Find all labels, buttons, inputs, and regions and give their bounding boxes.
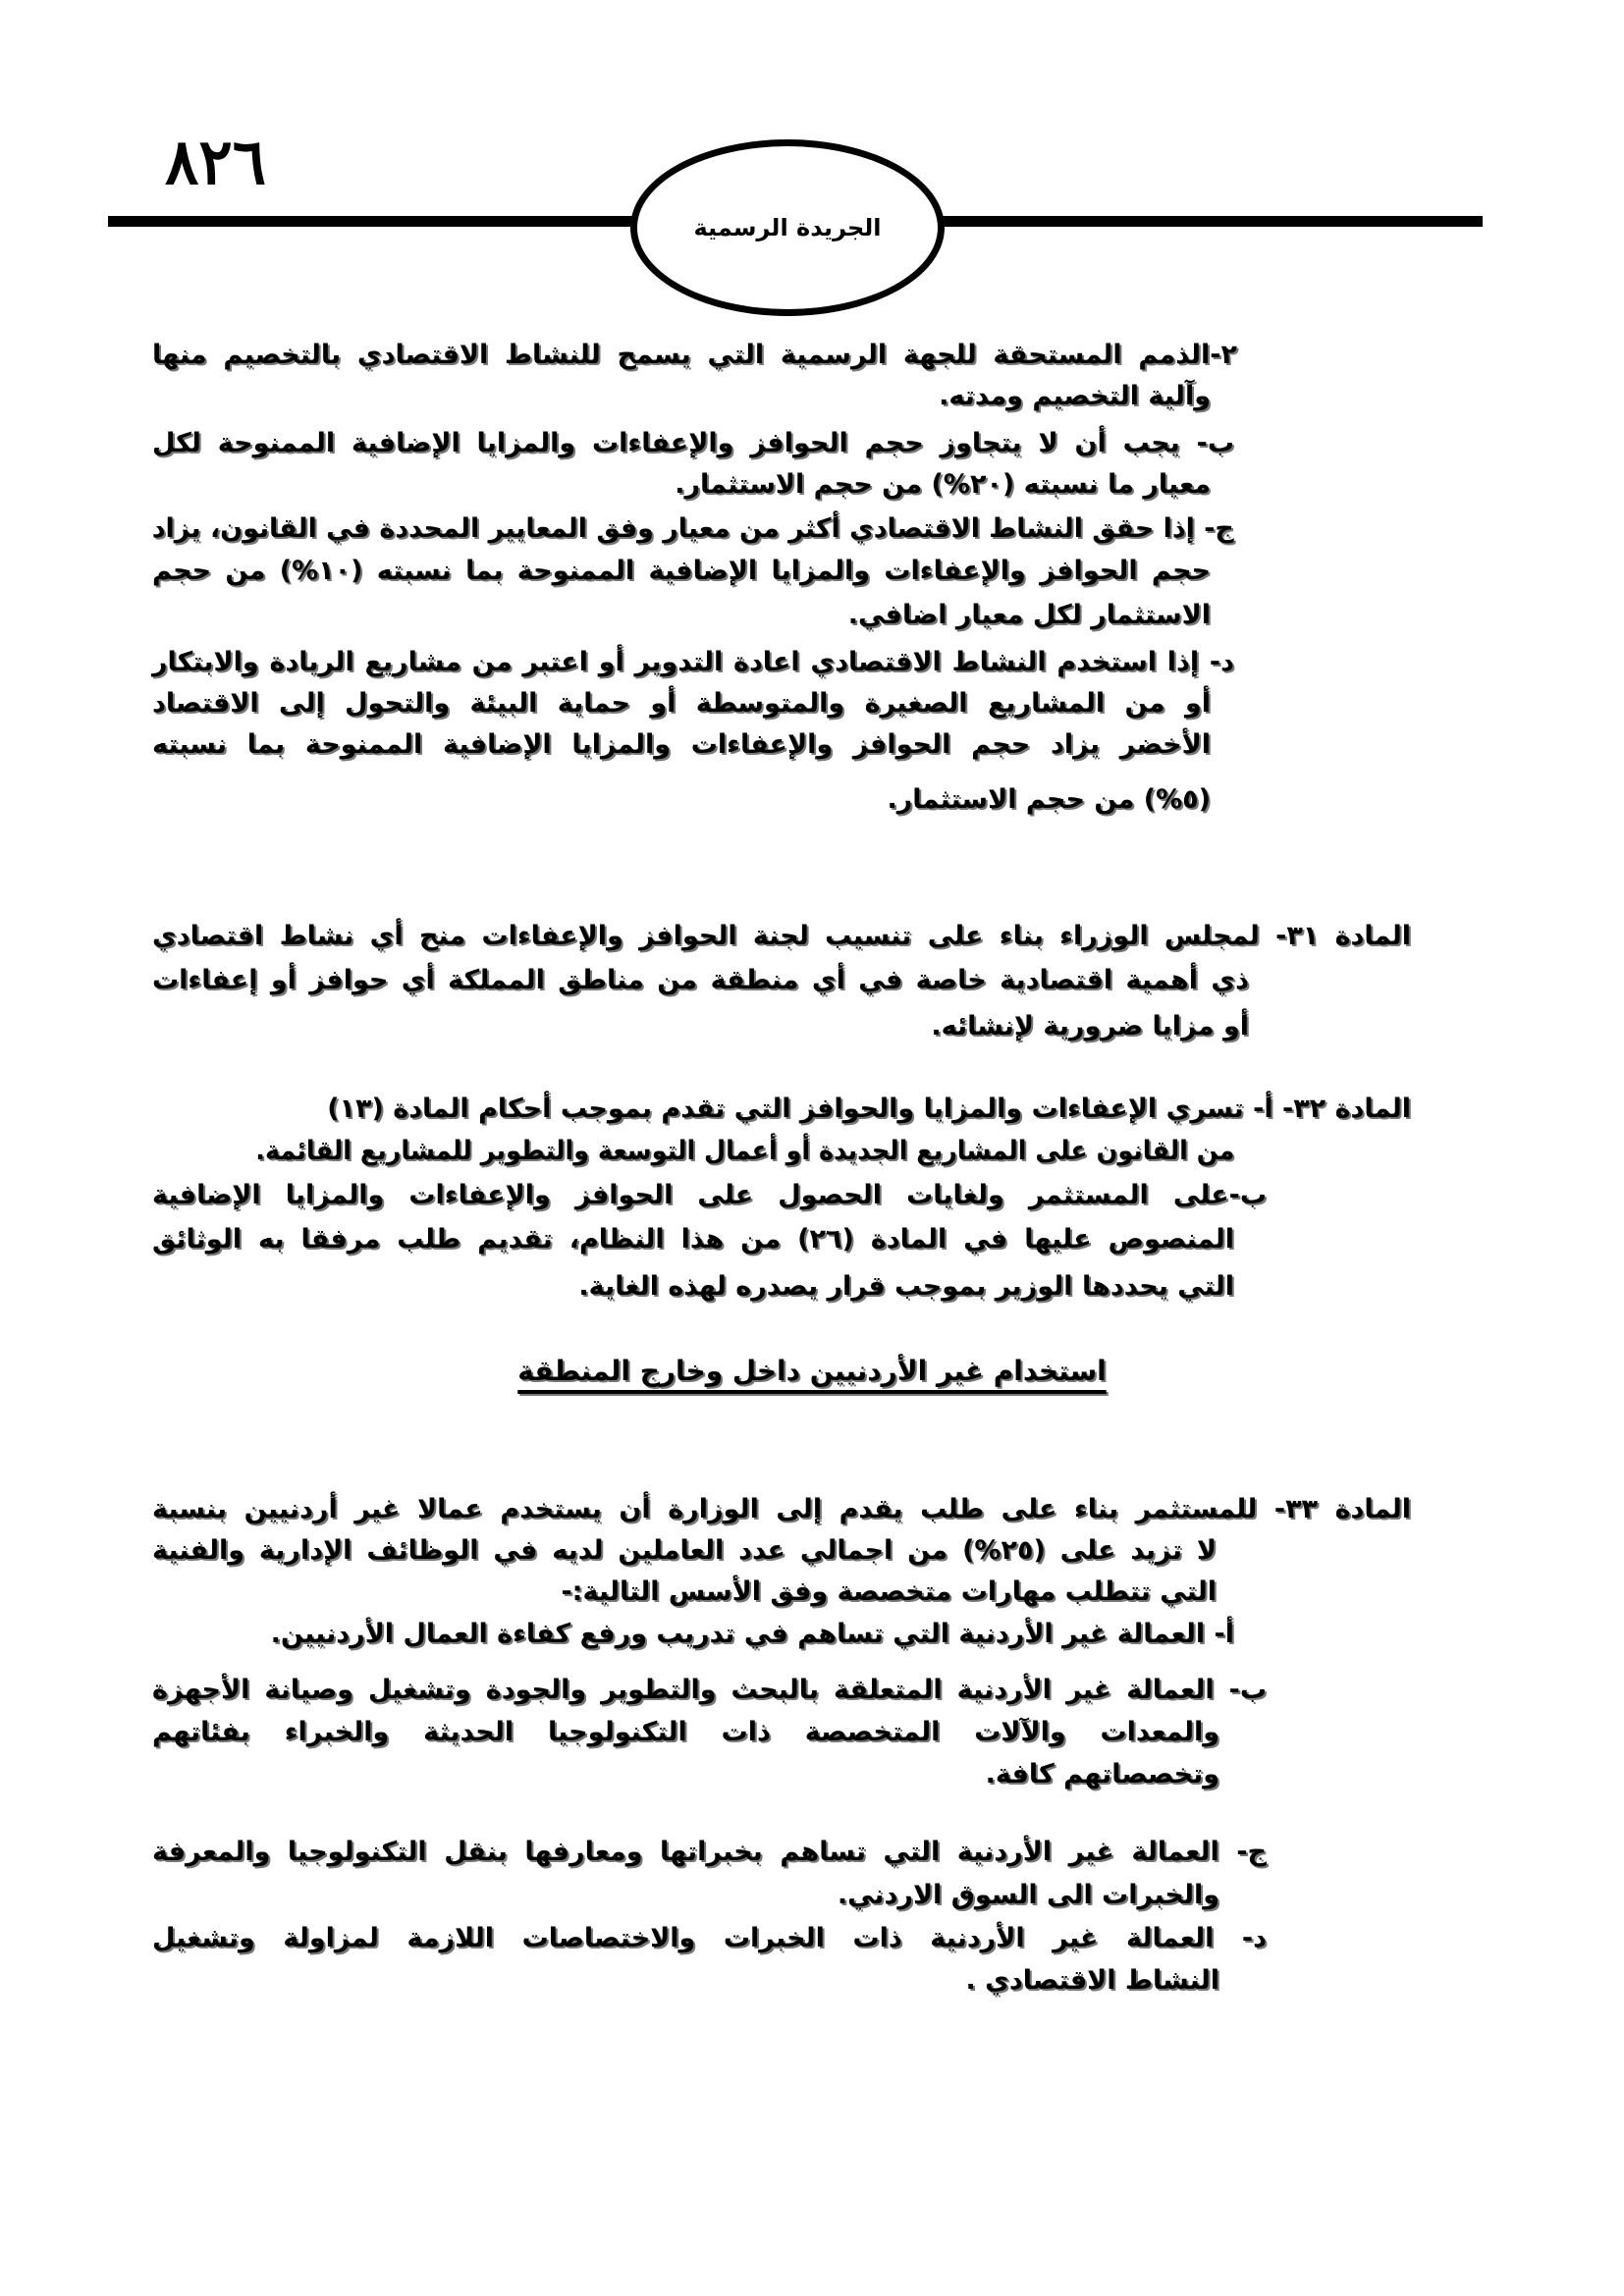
article-32-line: المادة ٣٢- أ- تسري الإعفاءات والمزايا والحوافز التي تقدم بموجب أحكام المادة (١٣) (327, 1094, 1411, 1124)
text-line: أو من المشاريع الصغيرة والمتوسطة أو حماية البيئة والتحول إلى الاقتصاد (152, 688, 1211, 719)
text-line: التي يحددها الوزير بموجب قرار يصدره لهذه الغاية. (578, 1271, 1234, 1302)
text-line: المنصوص عليها في المادة (٢٦) من هذا النظام، تقديم طلب مرفقا به الوثائق (152, 1224, 1234, 1255)
text-line: النشاط الاقتصادي . (965, 1965, 1219, 1996)
text-line: لا تزيد على (٢٥%) من اجمالي عدد العاملين لديه في الوظائف الإدارية والفنية (152, 1535, 1217, 1566)
page-number: ٨٢٦ (165, 126, 267, 199)
text-line: د- إذا استخدم النشاط الاقتصادي اعادة التدوير أو اعتبر من مشاريع الريادة والابتكار (152, 647, 1234, 677)
section-heading: استخدام غير الأردنيين داخل وخارج المنطقة (517, 1355, 1107, 1387)
header-rule-right (903, 216, 1483, 227)
text-line: ب- العمالة غير الأردنية المتعلقة بالبحث والتطوير والجودة وتشغيل وصيانة الأجهزة (152, 1675, 1267, 1705)
article-33-line: المادة ٣٣- للمستثمر بناء على طلب يقدم إلى الوزارة أن يستخدم عمالا غير أردنيين بنسبة (152, 1494, 1411, 1524)
text-line: ب- يجب أن لا يتجاوز حجم الحوافز والإعفاءات والمزايا الإضافية الممنوحة لكل (152, 428, 1234, 458)
article-31-line: المادة ٣١- لمجلس الوزراء بناء على تنسيب لجنة الحوافز والإعفاءات منح أي نشاط اقتصادي (152, 921, 1411, 951)
text-line: أ- العمالة غير الأردنية التي تساهم في تدريب ورفع كفاءة العمال الأردنيين. (270, 1619, 1234, 1649)
header-rule-left (108, 216, 658, 227)
text-line: أو مزايا ضرورية لإنشائه. (931, 1011, 1249, 1041)
text-line: ج- إذا حقق النشاط الاقتصادي أكثر من معيار وفق المعايير المحددة في القانون، يزاد (152, 513, 1234, 544)
text-line: ٢-الذمم المستحقة للجهة الرسمية التي يسمح للنشاط الاقتصادي بالتخصيم منها (152, 340, 1237, 370)
text-line: والخبرات الى السوق الاردني. (837, 1880, 1219, 1910)
text-line: ج- العمالة غير الأردنية التي تساهم بخبراتها ومعارفها بنقل التكنولوجيا والمعرفة (152, 1837, 1267, 1867)
text-line: ب-على المستثمر ولغايات الحصول على الحوافز والإعفاءات والمزايا الإضافية (152, 1180, 1267, 1210)
text-line: وآلية التخصيم ومدته. (939, 381, 1211, 411)
gazette-title: الجريدة الرسمية (693, 214, 882, 241)
gazette-title-ellipse (630, 139, 945, 316)
text-line: التي تتطلب مهارات متخصصة وفق الأسس التالية:- (561, 1576, 1217, 1607)
text-line: د- العمالة غير الأردنية ذات الخبرات والاختصاصات اللازمة لمزاولة وتشغيل (152, 1923, 1267, 1953)
text-line: (٥%) من حجم الاستثمار. (887, 784, 1211, 815)
text-line: الأخضر يزاد حجم الحوافز والإعفاءات والمزايا الإضافية الممنوحة بما نسبته (152, 729, 1211, 760)
text-line: حجم الحوافز والإعفاءات والمزايا الإضافية الممنوحة بما نسبته (١٠%) من حجم (152, 556, 1211, 586)
text-line: الاستثمار لكل معيار اضافي. (847, 600, 1211, 630)
text-line: ذي أهمية اقتصادية خاصة في أي منطقة من مناطق المملكة أي حوافز أو إعفاءات (152, 965, 1249, 995)
text-line: من القانون على المشاريع الجديدة أو أعمال التوسعة والتطوير للمشاريع القائمة. (254, 1136, 1234, 1166)
text-line: معيار ما نسبته (٢٠%) من حجم الاستثمار. (675, 469, 1211, 500)
text-line: وتخصصاتهم كافة. (985, 1759, 1219, 1789)
text-line: والمعدات والآلات المتخصصة ذات التكنولوجيا الحديثة والخبراء بفئاتهم (152, 1717, 1219, 1747)
